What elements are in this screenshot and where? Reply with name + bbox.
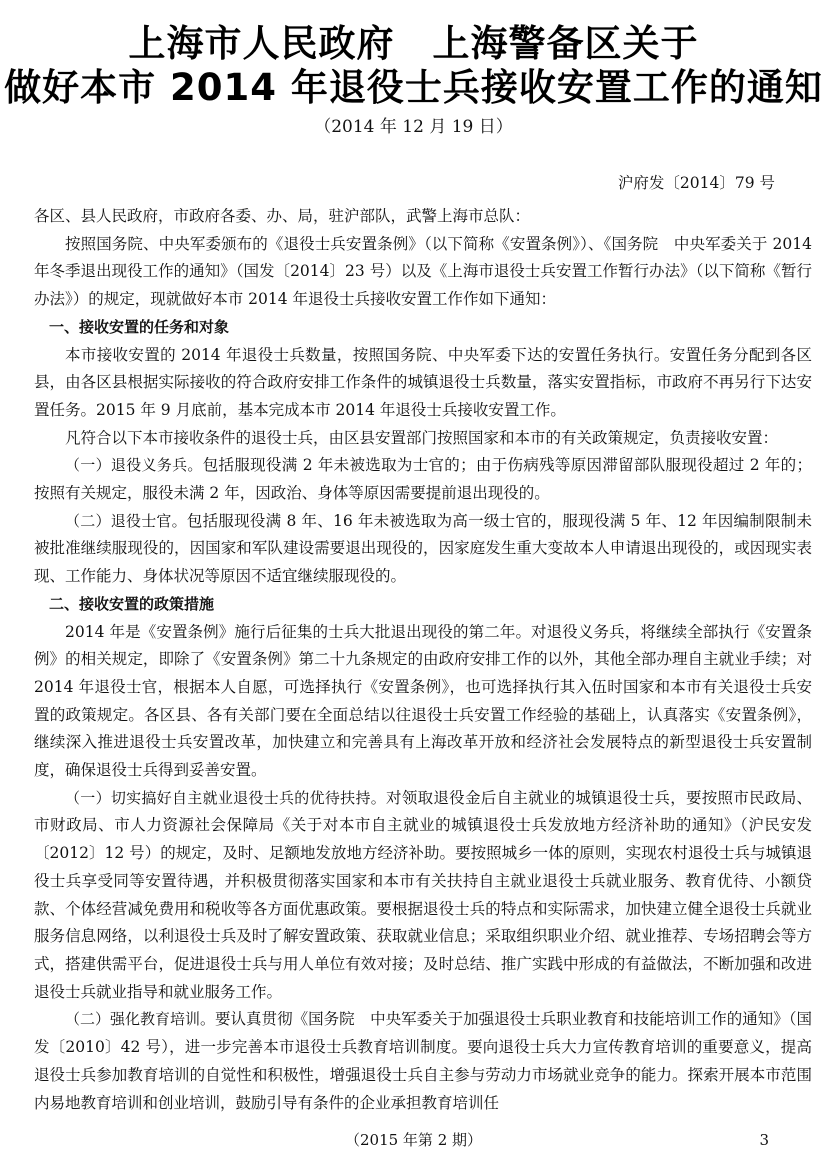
- section-2-item-1-text: 对领取退役金后自主就业的城镇退役士兵，要按照市民政局、市财政局、市人力资源社会保障局《关于对本市自主就业的城镇退役士兵发放地方经济补助的通知》（沪民安发〔2012〕12 号）的规定，及时、足额地发放地方经济补助。要按照城乡一体的原则，实现农村退役士兵与城镇退役士兵享受同等安置待遇，并积极贯彻落实国家和本市有关扶持自主就业退役士兵就业服务、教育优待、小额贷款、个体经营减免费用和税收等各方面优惠政策。要根据退役士兵的特点和实际需求，加快建立健全退役士兵就业服务信息网络，以利退役士兵及时了解安置政策、获取就业信息；采取组织职业介绍、就业推荐、专场招聘会等方式，搭建供需平台，促进退役士兵与用人单位有效对接；及时总结、推广实践中形成的有益做法，不断加强和改进退役士兵就业指导和就业服务工作。: [34, 788, 812, 1001]
- section-1-item-1-lead: （一）退役义务兵。: [65, 456, 203, 475]
- section-2-item-1: [34, 785, 812, 1007]
- issue-footer: （2015 年第 2 期）: [344, 1131, 483, 1149]
- section-1-item-1: [34, 452, 812, 507]
- section-2-item-1-lead: （一）切实搞好自主就业退役士兵的优待扶持。: [65, 788, 387, 807]
- section-2-heading: 二、接收安置的政策措施: [49, 594, 215, 613]
- addressee: 各区、县人民政府，市政府各委、办、局，驻沪部队，武警上海市总队：: [34, 207, 531, 225]
- section-2-item-2-lead: （二）强化教育培训。: [65, 1010, 216, 1029]
- section-1-heading: 一、接收安置的任务和对象: [49, 317, 230, 336]
- section-2-item-2-text: 要认真贯彻《国务院 中央军委关于加强退役士兵职业教育和技能培训工作的通知》（国发〔2010〕42 号），进一步完善本市退役士兵教育培训制度。要向退役士兵大力宣传教育培训的重要意义，提高退役士兵参加教育培训的自觉性和积极性，增强退役士兵自主参与劳动力市场就业竞争的能力。探索开展本市范围内易地教育培训和创业培训，鼓励引导有条件的企业承担教育培训任: [34, 1010, 812, 1112]
- section-1-item-1-text: 包括服现役满 2 年未被选取为士官的；由于伤病残等原因滞留部队服现役超过 2 年的；按照有关规定，服役未满 2 年，因政治、身体等原因需要提前退出现役的。: [34, 456, 812, 503]
- document-body: [34, 203, 812, 1117]
- section-2-paragraph-1: 2014 年是《安置条例》施行后征集的士兵大批退出现役的第二年。对退役义务兵，将继续全部执行《安置条例》的相关规定，即除了《安置条例》第二十九条规定的由政府安排工作的以外，其他全部办理自主就业手续；对 2014 年退役士官，根据本人自愿，可选择执行《安置条例》，也可选择执行其入伍时国家和本市有关退役士兵安置的政策规定。各区县、各有关部门要在全面总结以往退役士兵安置工作经验的基础上，认真落实《安置条例》，继续深入推进退役士兵安置改革，加快建立和完善具有上海改革开放和经济社会发展特点的新型退役士兵安置制度，确保退役士兵得到妥善安置。: [34, 622, 812, 780]
- issue-date: （2014 年 12 月 19 日）: [314, 117, 513, 137]
- section-1-item-2-lead: （二）退役士官。: [65, 511, 187, 530]
- section-1-item-2: [34, 508, 812, 591]
- section-1-item-2-text: 包括服现役满 8 年、16 年未被选取为高一级士官的，服现役满 5 年、12 年因编制限制未被批准继续服现役的，因国家和军队建设需要退出现役的，因家庭发生重大变故本人申请退出现役的，或因现实表现、工作能力、身体状况等原因不适宜继续服现役的。: [34, 511, 812, 586]
- page-number: 3: [759, 1131, 769, 1149]
- title-line-1: 上海市人民政府 上海警备区关于: [128, 22, 699, 65]
- section-1-paragraph-2: 凡符合以下本市接收条件的退役士兵，由区县安置部门按照国家和本市的有关政策规定，负责接收安置：: [65, 428, 779, 447]
- section-1-paragraph-1: 本市接收安置的 2014 年退役士兵数量，按照国务院、中央军委下达的安置任务执行。安置任务分配到各区县，由各区县根据实际接收的符合政府安排工作条件的城镇退役士兵数量，落实安置指标，市政府不再另行下达安置任务。2015 年 9 月底前，基本完成本市 2014 年退役士兵接收安置工作。: [34, 345, 812, 419]
- intro-paragraph: 按照国务院、中央军委颁布的《退役士兵安置条例》（以下简称《安置条例》）、《国务院 中央军委关于 2014 年冬季退出现役工作的通知》（国发〔2014〕23 号）以及《上海市退役士兵安置工作暂行办法》（以下简称《暂行办法》）的规定，现就做好本市 2014 年退役士兵接收安置工作作如下通知：: [34, 234, 812, 309]
- section-2-item-2: [34, 1006, 812, 1117]
- document-number: 沪府发〔2014〕79 号: [617, 174, 775, 192]
- title-line-2: 做好本市 2014 年退役士兵接收安置工作的通知: [4, 66, 823, 109]
